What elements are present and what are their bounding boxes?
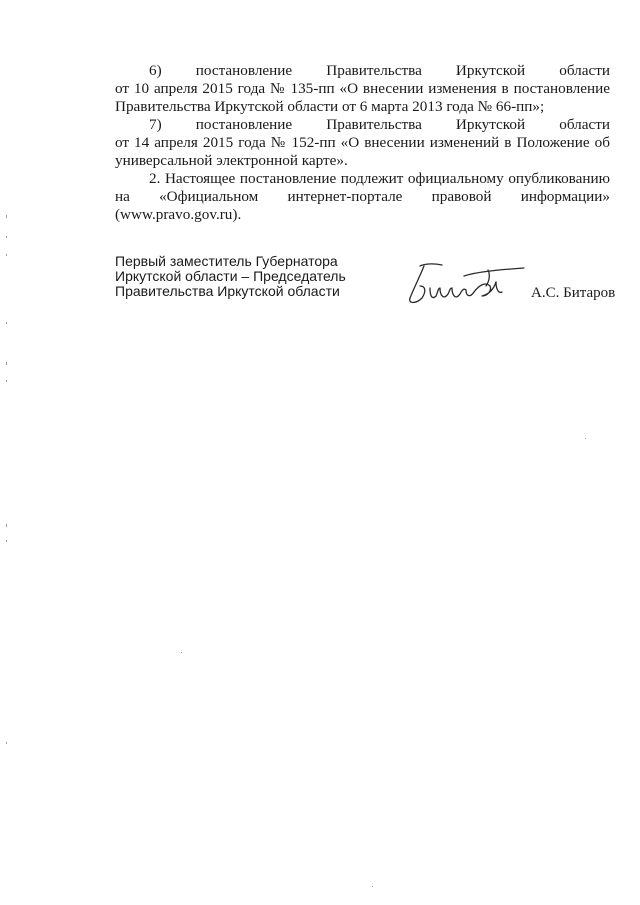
scan-mark [6, 254, 7, 256]
text-line: 6) постановление Правительства Иркутской области [149, 62, 610, 79]
section-2-paragraph [115, 170, 610, 224]
scan-mark [6, 236, 7, 238]
list-item-6 [115, 62, 610, 116]
handwritten-signature [404, 258, 544, 308]
signatory-position [115, 254, 346, 299]
scan-mark [6, 380, 7, 382]
text-line: от 10 апреля 2015 года № 135-пп «О внесении изменения в постановление [115, 80, 610, 97]
position-line: Правительства Иркутской области [115, 283, 340, 299]
scan-mark [585, 438, 586, 439]
text-line: на «Официальном интернет-портале правовой информации» [115, 188, 610, 205]
scan-mark [6, 322, 7, 324]
text-line: 2. Настоящее постановление подлежит официальному опубликованию [149, 170, 610, 187]
scan-mark [6, 524, 7, 527]
scan-mark [6, 742, 7, 744]
scan-mark [6, 215, 7, 218]
text-line: Правительства Иркутской области от 6 марта 2013 года № 66-пп»; [115, 98, 545, 115]
scan-mark [181, 652, 182, 653]
text-line: 7) постановление Правительства Иркутской области [149, 116, 610, 133]
scan-mark [372, 886, 373, 887]
text-line: (www.pravo.gov.ru). [115, 206, 242, 223]
position-line: Иркутской области – Председатель [115, 268, 346, 284]
text-line: от 14 апреля 2015 года № 152-пп «О внесении изменений в Положение об [115, 134, 610, 151]
text-line: универсальной электронной карте». [115, 152, 348, 169]
document-body [115, 62, 610, 224]
signatory-name: А.С. Битаров [531, 285, 616, 301]
scan-mark [6, 362, 7, 365]
scan-mark [6, 540, 7, 542]
position-line: Первый заместитель Губернатора [115, 253, 338, 269]
list-item-7 [115, 116, 610, 170]
